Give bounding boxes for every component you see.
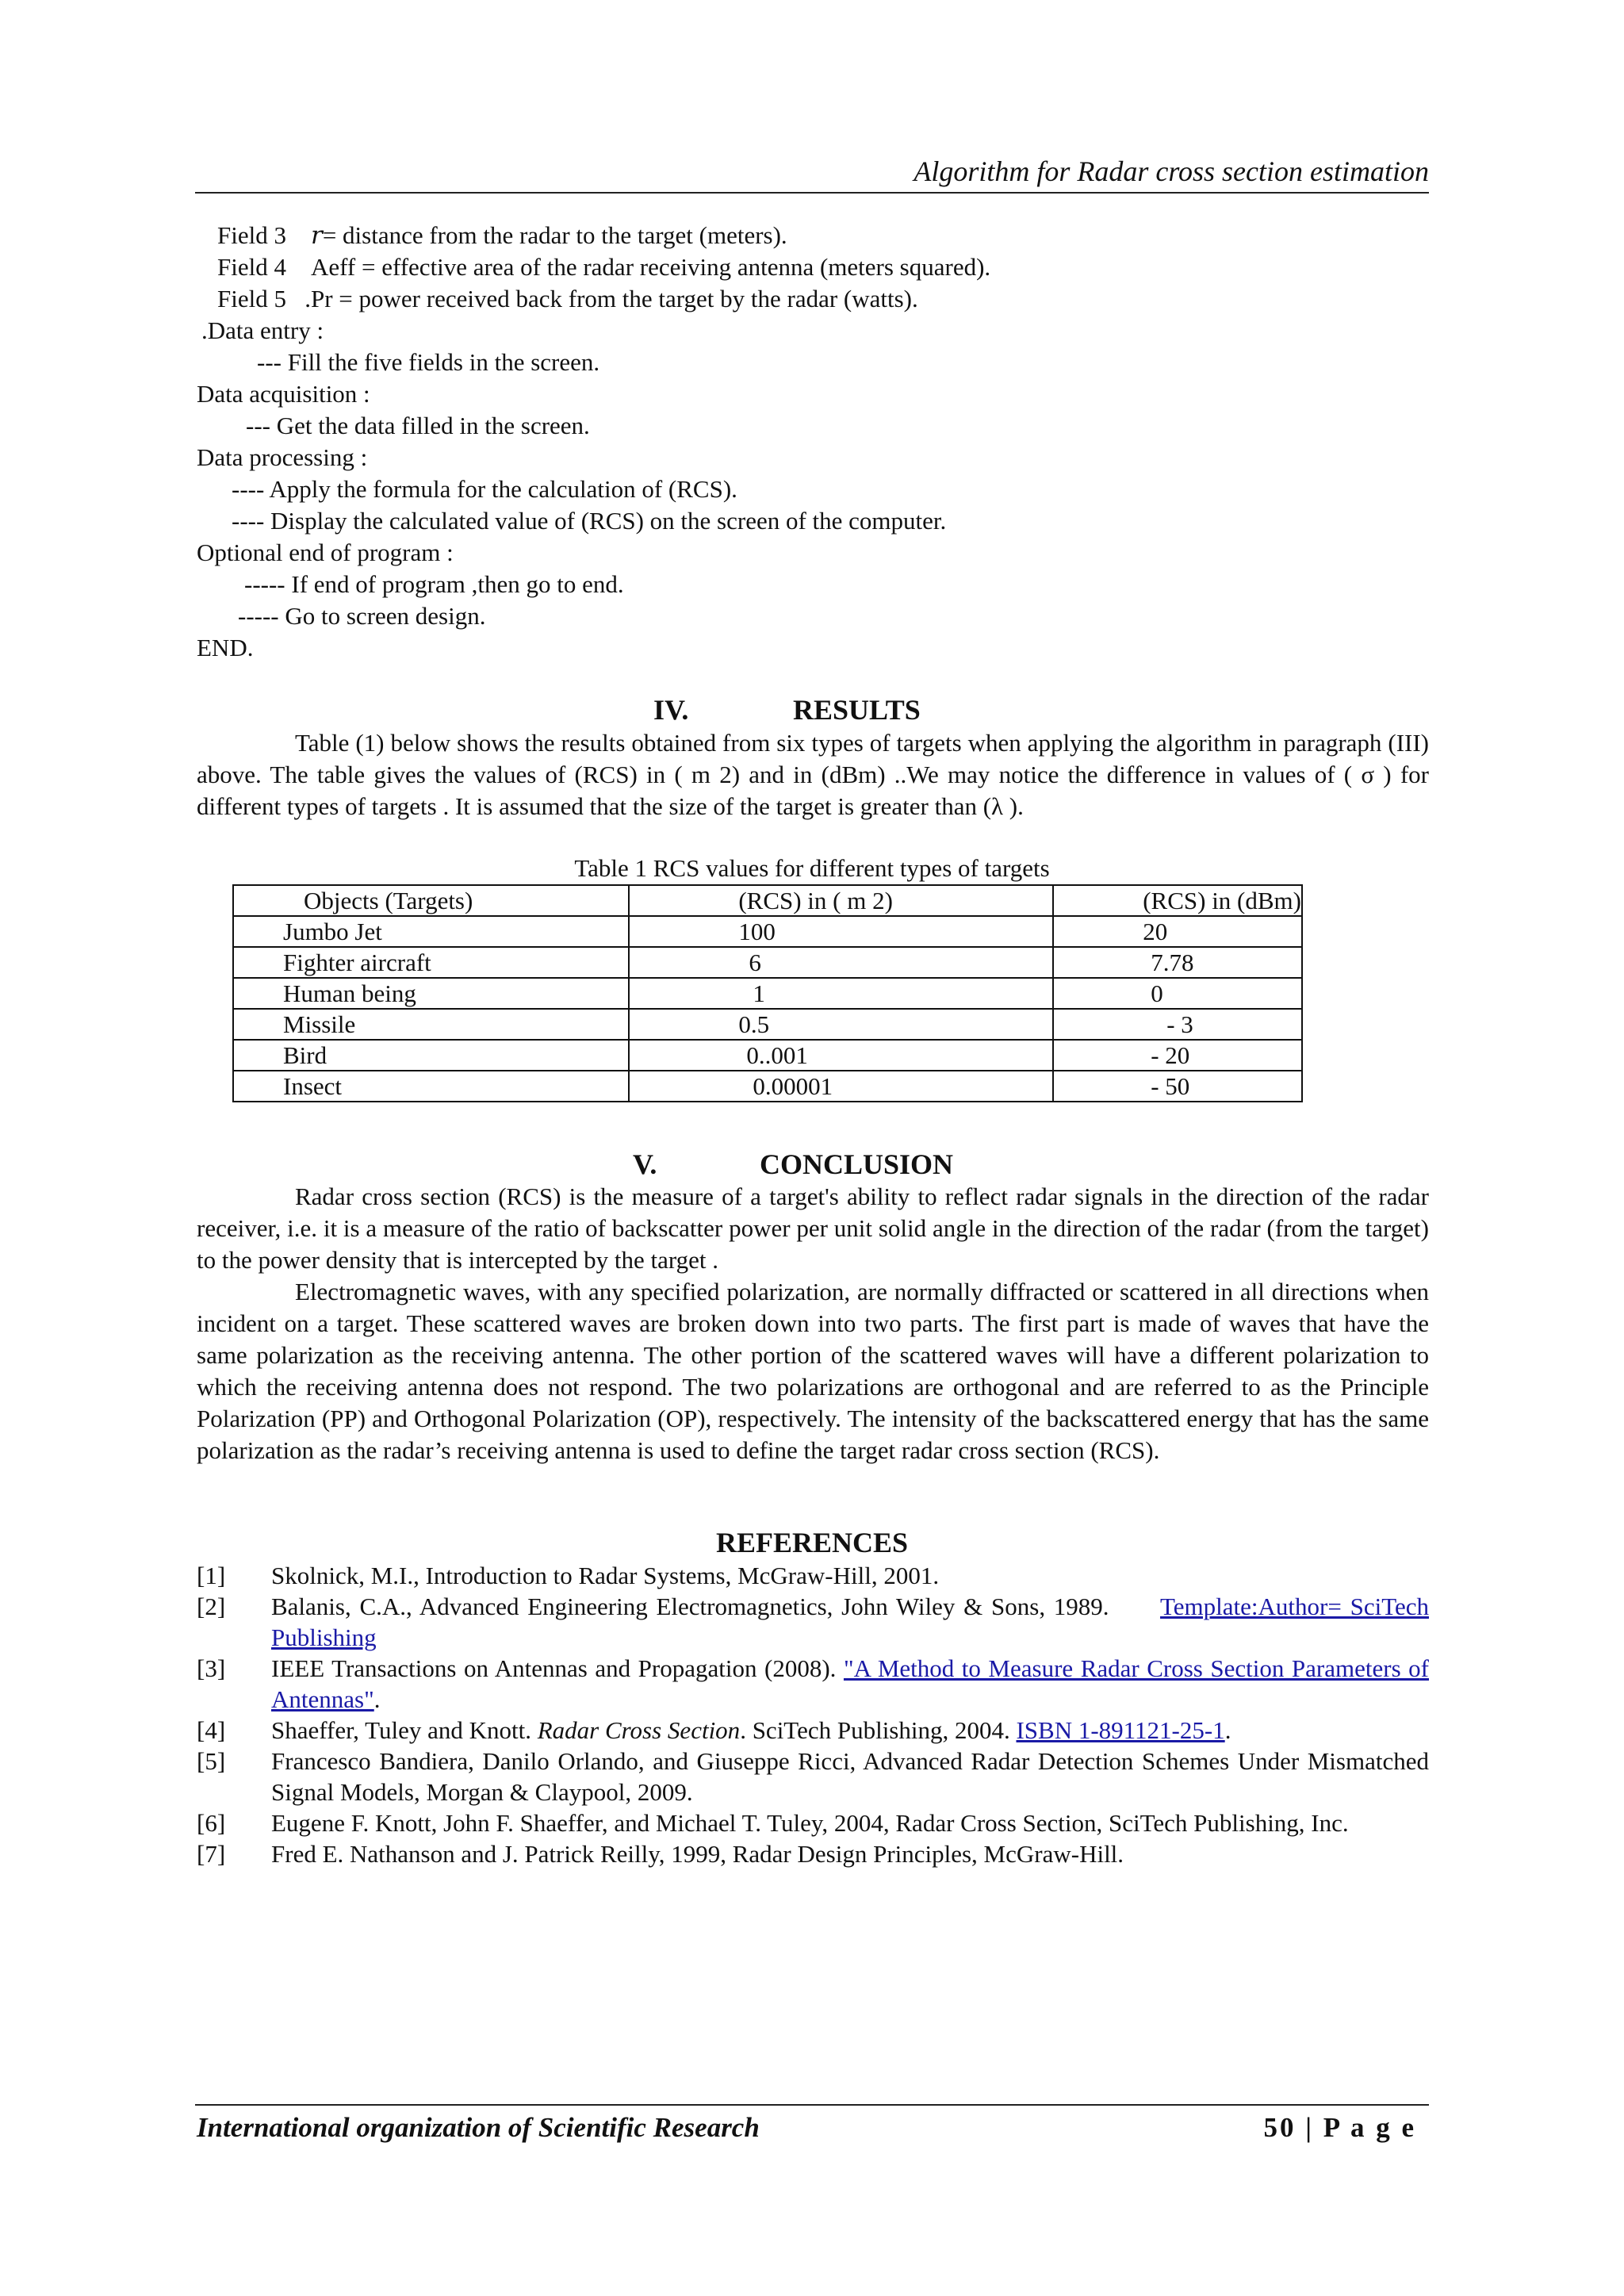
results-section-number: IV. [653, 694, 689, 726]
table-header-cell: Objects (Targets) [233, 885, 629, 916]
reference-number: [6] [197, 1809, 226, 1837]
field-4-line [217, 251, 990, 283]
table-row [233, 916, 1302, 947]
footer-rule [195, 2104, 1429, 2106]
reference-number: [7] [197, 1840, 226, 1868]
reference-italic-title: Radar Cross Section [537, 1716, 741, 1744]
reference-text-suffix: . [1224, 1716, 1231, 1744]
field-5-text: .Pr = power received back from the target by the radar (watts). [304, 285, 918, 312]
table-cell: 0.5 [629, 1009, 1053, 1040]
table-row [233, 1009, 1302, 1040]
reference-text: Skolnick, M.I., Introduction to Radar Systems, McGraw-Hill, 2001. [271, 1562, 940, 1589]
reference-item [197, 1560, 1429, 1591]
table-cell: 6 [629, 947, 1053, 978]
field-4-label: Field 4 [217, 253, 286, 281]
running-header: Algorithm for Radar cross section estimation [195, 151, 1429, 194]
footer-journal: International organization of Scientific Research [197, 2112, 760, 2143]
reference-number: [4] [197, 1716, 226, 1744]
field-3-label: Field 3 [217, 221, 286, 249]
table-header-cell: (RCS) in ( m 2) [629, 885, 1053, 916]
rcs-table [232, 884, 1303, 1102]
table-cell: 0.00001 [629, 1071, 1053, 1102]
table-row [233, 947, 1302, 978]
r-symbol: r [310, 221, 323, 250]
table-cell: Fighter aircraft [233, 947, 629, 978]
references-heading: REFERENCES [715, 1527, 909, 1558]
table-cell: - 20 [1053, 1040, 1302, 1071]
conclusion-paragraph-1: Radar cross section (RCS) is the measure of a target's ability to reflect radar signals in the direction of the radar receiver, i.e. it is a measure of the ratio of backscatter power per unit solid angle in the direction of the radar (from the target) to the power density that is intercepted by the target . [197, 1182, 1429, 1274]
conclusion-paragraph-2: Electromagnetic waves, with any specified polarization, are normally diffracted or scattered in all directions when incident on a target. These scattered waves are broken down into two parts. The first part is made of waves that have the same polarization as the receiving antenna. The other portion of the scattered waves will have a different polarization to which the receiving antenna does not respond. The two polarizations are orthogonal and are referred to as the Principle Polarization (PP) and Orthogonal Polarization (OP), respectively. The intensity of the backscattered energy that has the same polarization as the radar’s receiving antenna is used to define the target radar cross section (RCS). [197, 1278, 1429, 1464]
reference-item [197, 1807, 1429, 1838]
optional-step-2: ----- Go to screen design. [238, 602, 486, 630]
table-cell: Missile [233, 1009, 629, 1040]
table-cell: - 50 [1053, 1071, 1302, 1102]
reference-link[interactable]: "A Method to Measure Radar Cross Section Parameters of Antennas" [271, 1654, 1429, 1713]
reference-item [197, 1591, 1429, 1653]
data-entry-step: --- Fill the five fields in the screen. [257, 348, 600, 376]
table-cell: 0..001 [629, 1040, 1053, 1071]
processing-step-1: ---- Apply the formula for the calculation of (RCS). [232, 475, 737, 503]
table-cell: 20 [1053, 916, 1302, 947]
reference-text: . SciTech Publishing, 2004. [740, 1716, 1017, 1744]
conclusion-section-number: V. [633, 1148, 657, 1180]
reference-text: Fred E. Nathanson and J. Patrick Reilly, 1999, Radar Design Principles, McGraw-Hill. [271, 1840, 1124, 1868]
optional-step-1: ----- If end of program ,then go to end. [244, 570, 624, 598]
field-3-text: = distance from the radar to the target (meters). [322, 221, 787, 249]
reference-text-suffix: . [373, 1685, 381, 1713]
reference-item [197, 1746, 1429, 1807]
reference-item [197, 1838, 1429, 1869]
field-4-text: Aeff = effective area of the radar receiving antenna (meters squared). [310, 253, 991, 281]
field-5-label: Field 5 [217, 285, 286, 312]
table-cell: Bird [233, 1040, 629, 1071]
table-cell: 7.78 [1053, 947, 1302, 978]
table-cell: Jumbo Jet [233, 916, 629, 947]
processing-label: Data processing : [197, 443, 368, 471]
table-cell: Human being [233, 978, 629, 1009]
reference-text: Balanis, C.A., Advanced Engineering Electromagnetics, John Wiley & Sons, 1989. [271, 1593, 1109, 1620]
end-label: END. [197, 634, 254, 661]
conclusion-heading: CONCLUSION [760, 1148, 954, 1180]
reference-number: [3] [197, 1654, 226, 1682]
reference-number: [5] [197, 1747, 226, 1775]
table-row [233, 1040, 1302, 1071]
footer-page-number: 50 | P a g e [1263, 2112, 1416, 2143]
reference-number: [2] [197, 1593, 226, 1620]
reference-item [197, 1653, 1429, 1715]
results-heading: RESULTS [793, 694, 921, 726]
reference-text: Francesco Bandiera, Danilo Orlando, and Giuseppe Ricci, Advanced Radar Detection Schemes Under Mismatched Signal Models, Morgan & Claypool, 2009. [271, 1747, 1429, 1806]
table-caption: Table 1 RCS values for different types of targets [574, 854, 1050, 882]
processing-step-2: ---- Display the calculated value of (RCS) on the screen of the computer. [232, 507, 947, 535]
conclusion-body [197, 1181, 1429, 1466]
table-cell: 1 [629, 978, 1053, 1009]
reference-link[interactable]: ISBN 1-891121-25-1 [1016, 1716, 1225, 1744]
table-cell: 100 [629, 916, 1053, 947]
results-paragraph: Table (1) below shows the results obtained from six types of targets when applying the algorithm in paragraph (III) above. The table gives the values of (RCS) in ( m 2) and in (dBm) ..We may notice the difference in values of ( σ ) for different types of targets . It is assumed that the size of the target is greater than (λ ). [197, 729, 1429, 820]
reference-text: Eugene F. Knott, John F. Shaeffer, and Michael T. Tuley, 2004, Radar Cross Section, SciTech Publishing, Inc. [271, 1809, 1349, 1837]
data-entry-label: .Data entry : [201, 316, 324, 344]
field-3-line [217, 220, 787, 251]
table-cell: 0 [1053, 978, 1302, 1009]
reference-item [197, 1715, 1429, 1746]
acquisition-step: --- Get the data filled in the screen. [246, 412, 590, 439]
table-cell: - 3 [1053, 1009, 1302, 1040]
reference-text-prefix: Shaeffer, Tuley and Knott. [271, 1716, 538, 1744]
table-row [233, 1071, 1302, 1102]
table-header-row [233, 885, 1302, 916]
references-list [197, 1560, 1429, 1869]
table-cell: Insect [233, 1071, 629, 1102]
reference-text: IEEE Transactions on Antennas and Propagation (2008). [271, 1654, 844, 1682]
reference-number: [1] [197, 1562, 226, 1589]
field-5-line [217, 283, 918, 315]
table-header-cell: (RCS) in (dBm) [1053, 885, 1302, 916]
acquisition-label: Data acquisition : [197, 380, 370, 408]
table-row [233, 978, 1302, 1009]
reference-link[interactable]: Template:Author= SciTech Publishing [271, 1593, 1429, 1651]
optional-end-label: Optional end of program : [197, 539, 454, 566]
